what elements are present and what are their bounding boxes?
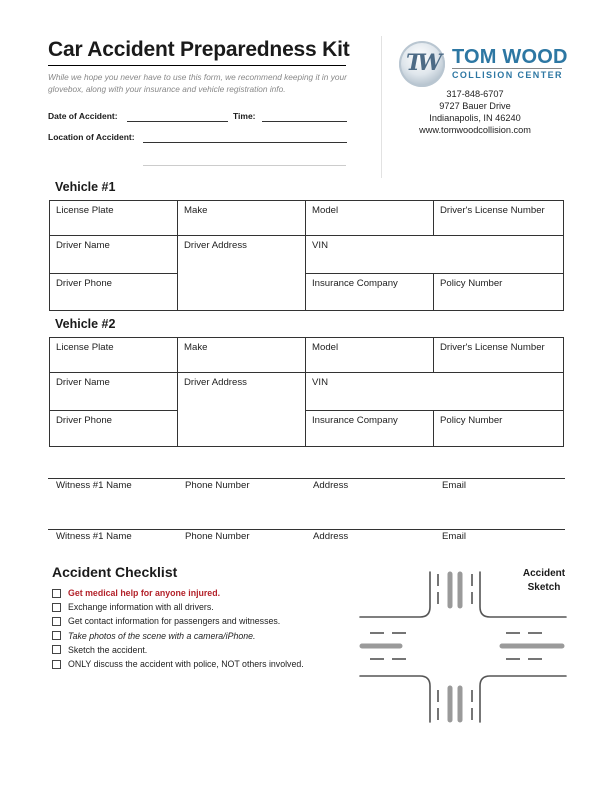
vehicle-1-vin-cell[interactable] <box>306 236 564 274</box>
checklist-item-text: Sketch the accident. <box>68 644 148 655</box>
sketch-label-line2: Sketch <box>527 582 561 593</box>
vehicle-1-driver-name-cell[interactable] <box>50 236 178 274</box>
cell-label: Make <box>184 342 208 353</box>
checklist-item-text: ONLY discuss the accident with police, NOT others involved. <box>68 659 304 670</box>
vehicle-2-license-plate-cell[interactable] <box>50 338 178 373</box>
date-field[interactable] <box>127 121 228 122</box>
cell-label: Insurance Company <box>312 415 398 426</box>
cell-label: Insurance Company <box>312 278 398 289</box>
witness-2-phone-label: Phone Number <box>185 531 250 542</box>
cell-label: Policy Number <box>440 415 503 426</box>
checkbox[interactable] <box>52 589 61 598</box>
cell-label: License Plate <box>56 205 114 216</box>
checklist-item[interactable] <box>52 657 304 671</box>
checkbox[interactable] <box>52 645 61 654</box>
checklist-item-text: Get contact information for passengers and witnesses. <box>68 616 281 627</box>
cell-label: License Plate <box>56 342 114 353</box>
witness-2-email-label: Email <box>442 531 466 542</box>
cell-label: Make <box>184 205 208 216</box>
curb-bottom-left <box>360 676 430 722</box>
cell-label: Driver Address <box>184 377 247 388</box>
checkbox[interactable] <box>52 617 61 626</box>
cell-label: Driver Phone <box>56 415 112 426</box>
vehicle-2-drivers-license-cell[interactable] <box>434 338 564 373</box>
cell-label: Driver Address <box>184 240 247 251</box>
witness-1-phone-label: Phone Number <box>185 480 250 491</box>
vehicle-2-make-cell[interactable] <box>178 338 306 373</box>
vehicle-1-insurance-cell[interactable] <box>306 274 434 311</box>
vehicle-1-driver-address-cell[interactable] <box>178 236 306 311</box>
vehicle-2-model-cell[interactable] <box>306 338 434 373</box>
logo-monogram: TW <box>406 50 438 76</box>
vehicle-2-vin-cell[interactable] <box>306 373 564 411</box>
checkbox[interactable] <box>52 631 61 640</box>
date-label: Date of Accident: <box>48 111 118 121</box>
cell-label: Policy Number <box>440 278 503 289</box>
page-title: Car Accident Preparedness Kit <box>48 38 350 61</box>
cell-label: Model <box>312 342 339 353</box>
cell-label: Driver's License Number <box>440 342 545 353</box>
company-name: TOM WOOD <box>452 46 568 68</box>
cell-label: VIN <box>312 377 328 388</box>
vehicle-2-policy-cell[interactable] <box>434 411 564 447</box>
checklist-item-text: Exchange information with all drivers. <box>68 602 214 613</box>
company-street: 9727 Bauer Drive <box>439 101 511 111</box>
vehicle-2-insurance-cell[interactable] <box>306 411 434 447</box>
checklist <box>52 586 304 671</box>
checkbox[interactable] <box>52 660 61 669</box>
logo-divider <box>452 68 562 69</box>
company-website: www.tomwoodcollision.com <box>419 125 531 135</box>
company-phone: 317-848-6707 <box>446 89 504 99</box>
cell-label: Model <box>312 205 339 216</box>
vehicle-2-heading: Vehicle #2 <box>55 317 116 331</box>
vehicle-1-model-cell[interactable] <box>306 201 434 236</box>
curb-bottom-right <box>480 676 566 722</box>
witness-1-line[interactable] <box>48 478 565 479</box>
witness-1-name-label: Witness #1 Name <box>56 480 132 491</box>
cell-label: VIN <box>312 240 328 251</box>
cell-label: Driver Name <box>56 240 110 251</box>
location-field-extra-line[interactable] <box>143 165 346 166</box>
cell-label: Driver Phone <box>56 278 112 289</box>
checkbox[interactable] <box>52 603 61 612</box>
checklist-item[interactable] <box>52 586 304 600</box>
cell-label: Driver Name <box>56 377 110 388</box>
witness-2-name-label: Witness #1 Name <box>56 531 132 542</box>
company-subtitle: COLLISION CENTER <box>452 70 563 80</box>
cell-label: Driver's License Number <box>440 205 545 216</box>
intro-text: While we hope you never have to use this form, we recommend keeping it in your glovebox, along with your insurance and vehicle registration info. <box>48 72 347 94</box>
checklist-item-text: Take photos of the scene with a camera/iPhone. <box>68 630 256 641</box>
vehicle-2-driver-phone-cell[interactable] <box>50 411 178 447</box>
checklist-item[interactable] <box>52 629 304 643</box>
title-underline <box>48 65 346 66</box>
company-logo-badge <box>399 41 445 87</box>
vehicle-2-driver-name-cell[interactable] <box>50 373 178 411</box>
location-label: Location of Accident: <box>48 132 135 142</box>
time-label: Time: <box>233 111 256 121</box>
vehicle-1-driver-phone-cell[interactable] <box>50 274 178 311</box>
checklist-item[interactable] <box>52 643 304 657</box>
vehicle-1-table <box>49 200 564 311</box>
company-city: Indianapolis, IN 46240 <box>429 113 521 123</box>
witness-1-address-label: Address <box>313 480 349 491</box>
checklist-item-text: Get medical help for anyone injured. <box>68 588 221 599</box>
curb-top-left <box>360 572 430 617</box>
vehicle-1-make-cell[interactable] <box>178 201 306 236</box>
witness-2-line[interactable] <box>48 529 565 530</box>
vehicle-2-driver-address-cell[interactable] <box>178 373 306 447</box>
vehicle-1-drivers-license-cell[interactable] <box>434 201 564 236</box>
location-field[interactable] <box>143 142 347 143</box>
sketch-label-line1: Accident <box>522 568 566 579</box>
vehicle-1-policy-cell[interactable] <box>434 274 564 311</box>
vehicle-1-license-plate-cell[interactable] <box>50 201 178 236</box>
checklist-item[interactable] <box>52 614 304 628</box>
header-divider <box>381 36 382 178</box>
vehicle-1-heading: Vehicle #1 <box>55 180 116 194</box>
witness-2-address-label: Address <box>313 531 349 542</box>
vehicle-2-table <box>49 337 564 447</box>
time-field[interactable] <box>262 121 347 122</box>
checklist-heading: Accident Checklist <box>52 564 178 580</box>
witness-1-email-label: Email <box>442 480 466 491</box>
checklist-item[interactable] <box>52 600 304 614</box>
